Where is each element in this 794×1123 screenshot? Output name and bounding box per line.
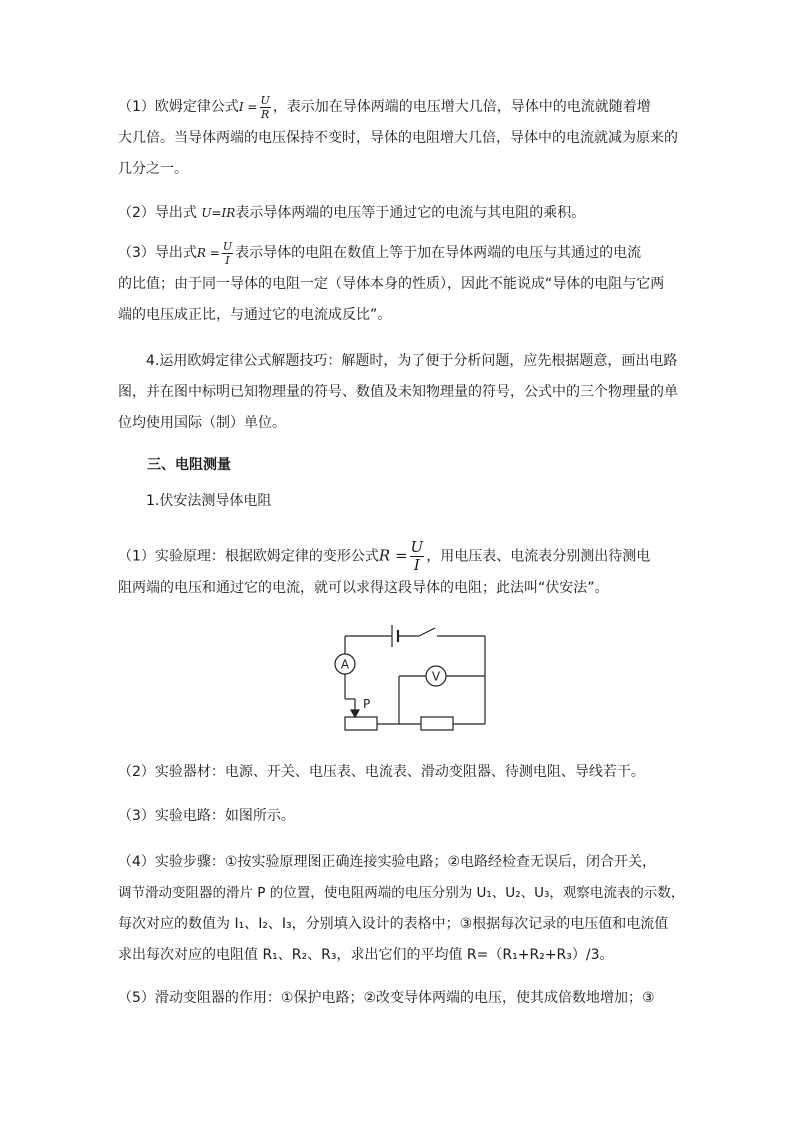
text: （2）导出式 <box>118 205 202 221</box>
text: ，表示加在导体两端的电压增大几倍，导体中的电流就随着增 <box>272 99 651 115</box>
paragraph-line: 阻两端的电压和通过它的电流，就可以求得这段导体的电阻；此法叫“伏安法”。 <box>118 580 609 596</box>
ammeter-label: A <box>340 657 350 672</box>
fraction-denominator: R <box>261 107 270 121</box>
paragraph-line: 位均使用国际（制）单位。 <box>118 415 286 431</box>
paragraph-line <box>118 198 678 229</box>
paragraph-line: （2）实验器材：电源、开关、电压表、电流表、滑动变阻器、待测电阻、导线若干。 <box>118 764 645 780</box>
paragraph-derived-r <box>118 238 678 331</box>
text: （3）导出式 <box>118 245 197 261</box>
paragraph-line: 端的电压成正比，与通过它的电流成反比”。 <box>118 307 392 323</box>
text: 表示导体两端的电压等于通过它的电流与其电阻的乘积。 <box>235 205 586 221</box>
switch-blade <box>419 628 435 636</box>
paragraph-line: （4）实验步骤：①按实验原理图正确连接实验电路；②电路经检查无误后，闭合开关， <box>118 854 657 870</box>
fraction-numerator: U <box>222 239 233 253</box>
fraction-denominator: I <box>413 556 420 574</box>
text: ，用电压表、电流表分别测出待测电 <box>426 548 651 565</box>
formula: U=IR <box>201 206 236 220</box>
fraction-numerator: U <box>410 538 424 556</box>
paragraph-line <box>118 540 678 573</box>
paragraph-line <box>118 238 678 269</box>
paragraph-circuit <box>118 801 678 832</box>
paragraph-line <box>118 92 678 123</box>
resistor <box>421 717 453 730</box>
paragraph-line: （3）实验电路：如图所示。 <box>118 808 295 824</box>
paragraph-line: （5）滑动变阻器的作用：①保护电路；②改变导体两端的电压，使其成倍数地增加；③ <box>118 990 655 1006</box>
text: 表示导体的电阻在数值上等于加在导体两端的电压与其通过的电流 <box>235 245 642 261</box>
paragraph-tips <box>118 346 678 439</box>
fraction-denominator: I <box>225 253 230 267</box>
paragraph-line: 4.运用欧姆定律公式解题技巧：解题时，为了便于分析问题，应先根据题意，画出电路 <box>146 353 678 369</box>
slider-label: P <box>363 697 371 711</box>
voltmeter-label: V <box>431 669 441 684</box>
paragraph-line: 求出每次对应的电阻值 R₁、R₂、R₃，求出它们的平均值 R=（R₁+R₂+R₃）/3。 <box>118 947 614 963</box>
slider-arrow <box>351 710 359 717</box>
text: （1）实验原理：根据欧姆定律的变形公式 <box>118 548 379 565</box>
fraction-u-over-r <box>260 95 271 120</box>
paragraph-line: 调节滑动变阻器的滑片 P 的位置，使电阻两端的电压分别为 U₁、U₂、U₃，观察电流表的示数， <box>118 885 685 901</box>
paragraph-line: 的比值；由于同一导体的电阻一定（导体本身的性质），因此不能说成“导体的电阻与它两 <box>118 276 665 292</box>
fraction-u-over-i <box>222 241 233 266</box>
paragraph-line: 每次对应的数值为 I₁、I₂、I₃，分别填入设计的表格中；③根据每次记录的电压值和电流值 <box>118 916 669 932</box>
circuit-diagram <box>325 622 495 737</box>
paragraph-line: 图，并在图中标明已知物理量的符号、数值及未知物理量的符号，公式中的三个物理量的单 <box>118 384 678 400</box>
paragraph-line: 1.伏安法测导体电阻 <box>146 493 272 509</box>
paragraph-steps <box>118 847 685 971</box>
fraction-numerator: U <box>260 93 270 107</box>
paragraph-equipment <box>118 757 678 788</box>
fraction-u-over-i <box>410 540 425 573</box>
text: （1）欧姆定律公式 <box>118 99 239 115</box>
paragraph-line: 大几倍。当导体两端的电压保持不变时，导体的电阻增大几倍，导体中的电流就减为原来的 <box>118 130 678 146</box>
paragraph-principle <box>118 540 678 604</box>
paragraph-ohm-law <box>118 92 678 185</box>
formula-lhs: R = <box>196 246 220 260</box>
section-heading: 三、电阻测量 <box>147 457 231 473</box>
paragraph-rheostat-role <box>118 983 678 1014</box>
rheostat <box>345 717 377 730</box>
formula-lhs: I = <box>238 100 258 114</box>
paragraph-derived-u <box>118 198 678 229</box>
subheading-voltammetry <box>118 486 678 517</box>
paragraph-line: 几分之一。 <box>118 161 188 177</box>
formula-lhs: R = <box>378 546 408 565</box>
